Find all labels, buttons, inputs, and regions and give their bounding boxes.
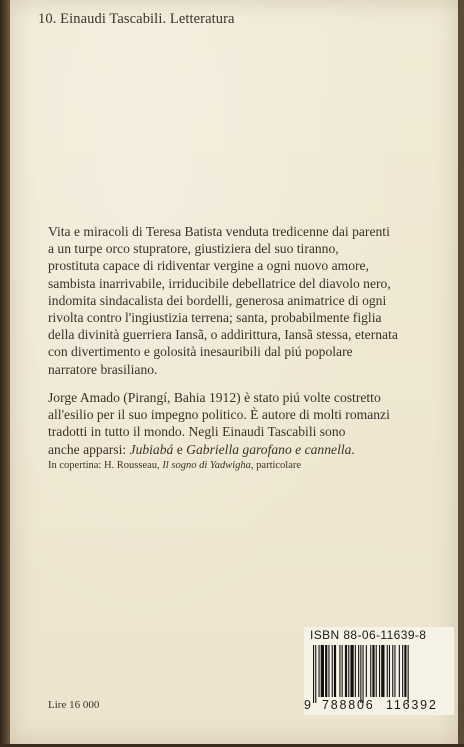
barcode-bar bbox=[328, 645, 329, 697]
bio-end: . bbox=[351, 441, 355, 457]
blurb-line: indomita sindacalista dei bordelli, generosa animatrice di ogni bbox=[48, 292, 387, 308]
bio-line-prefix: anche apparsi: bbox=[48, 441, 130, 457]
credit-suffix: , particolare bbox=[250, 460, 302, 471]
barcode-bar bbox=[339, 645, 340, 697]
blurb-line: della divinità guerriera Iansã, o addirittura, Iansã stessa, eternata bbox=[48, 327, 398, 343]
barcode-icon bbox=[313, 645, 449, 705]
painting-title: Il sogno di Yadwigha bbox=[162, 460, 251, 471]
barcode-bar bbox=[387, 645, 388, 697]
barcode-bar bbox=[363, 645, 364, 703]
barcode-bar bbox=[392, 645, 393, 697]
credit-prefix: In copertina: H. Rousseau, bbox=[48, 460, 163, 471]
barcode-bar bbox=[332, 645, 333, 697]
series-title: 10. Einaudi Tascabili. Letteratura bbox=[38, 11, 235, 27]
barcode-bar bbox=[355, 645, 356, 697]
barcode-bar bbox=[321, 645, 324, 697]
barcode-bar bbox=[372, 645, 374, 697]
barcode-bar bbox=[342, 645, 343, 697]
barcode-bar bbox=[366, 645, 367, 697]
author-bio bbox=[48, 389, 443, 458]
barcode-bar bbox=[399, 645, 400, 697]
bio-line: Jorge Amado (Pirangí, Bahia 1912) è stato piú volte costretto bbox=[48, 390, 381, 405]
ean-first-digit: 9 bbox=[304, 698, 312, 712]
barcode-bar bbox=[404, 645, 406, 697]
barcode-bar bbox=[358, 645, 359, 697]
barcode-bar bbox=[379, 645, 380, 697]
book-title-gabriella: Gabriella garofano e cannella bbox=[186, 441, 352, 457]
barcode-bar bbox=[348, 645, 349, 697]
book-spine-edge bbox=[0, 0, 10, 747]
bio-line: all'esilio per il suo impegno politico. È autore di molti romanzi bbox=[48, 407, 390, 423]
barcode-bar bbox=[408, 645, 409, 703]
barcode-bar bbox=[360, 645, 361, 703]
blurb-line: rivolta contro l'ingiustizia terrena; santa, probabilmente figlia bbox=[48, 310, 382, 326]
blurb-line: Vita e miracoli di Teresa Batista venduta tredicenne dai parenti bbox=[48, 224, 390, 239]
isbn-number: ISBN 88-06-11639-8 bbox=[310, 628, 427, 642]
barcode-bar bbox=[370, 645, 371, 697]
blurb-line: a un turpe orco stupratore, giustiziera del suo tiranno, bbox=[48, 241, 339, 257]
barcode-bar bbox=[389, 645, 390, 697]
price-label: Lire 16 000 bbox=[48, 699, 100, 711]
ean-left-group: 788806 bbox=[322, 698, 375, 712]
blurb-line: narratore brasiliano. bbox=[48, 361, 158, 377]
barcode-bar bbox=[350, 645, 353, 697]
ean-right-group: 116392 bbox=[386, 698, 438, 712]
barcode-bar bbox=[315, 645, 316, 703]
barcode-bar bbox=[313, 645, 314, 703]
barcode-bar bbox=[345, 645, 347, 697]
blurb-line: prostituta capace di ridiventar vergine a ogni nuovo amore, bbox=[48, 258, 369, 274]
barcode-bar bbox=[381, 645, 384, 697]
book-blurb bbox=[48, 223, 443, 378]
blurb-line: sambista inarrivabile, irriducibile debellatrice del diavolo nero, bbox=[48, 275, 391, 291]
barcode-bar bbox=[325, 645, 327, 697]
blurb-line: con divertimento e golosità inesauribili dal piú popolare bbox=[48, 344, 353, 360]
barcode-bar bbox=[394, 645, 395, 697]
book-title-jubiaba: Jubiabá bbox=[129, 441, 174, 457]
bio-line bbox=[48, 441, 443, 458]
bio-line: tradotti in tutto il mondo. Negli Einaudi Tascabili sono bbox=[48, 424, 346, 440]
barcode-bar bbox=[376, 645, 377, 697]
barcode-bar bbox=[319, 645, 320, 697]
cover-credit bbox=[48, 460, 301, 471]
barcode-bar bbox=[402, 645, 403, 697]
barcode-bar bbox=[334, 645, 336, 697]
bio-conjunction: e bbox=[173, 441, 187, 457]
